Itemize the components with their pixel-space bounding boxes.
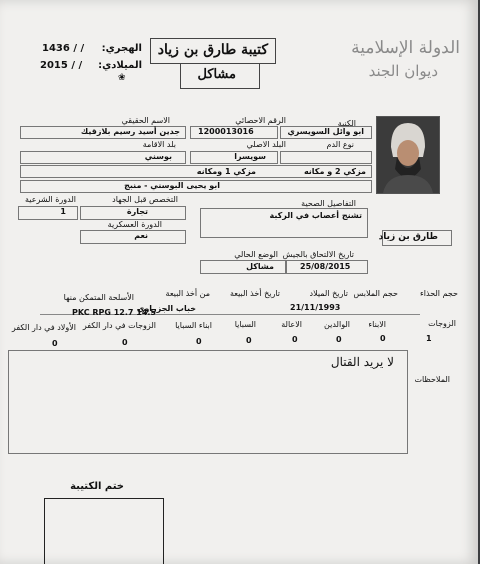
address-2-value: مزكي 2 و مكانه [303, 167, 366, 176]
captives-children-value: 0 [196, 337, 202, 346]
military-course-value: نعم [134, 231, 148, 240]
children-abroad-value: 0 [52, 339, 58, 348]
children-label: الابناء [368, 320, 386, 329]
notes-text: لا يريد القتال [330, 355, 394, 369]
real-name-label: الاسم الحقيقي [121, 116, 170, 125]
parents-value: 0 [336, 335, 342, 344]
wives-abroad-value: 0 [122, 338, 128, 347]
health-label: التفاصيل الصحية [301, 199, 356, 208]
real-name-value: جدين أسيد رسيم بلازقيك [80, 127, 180, 136]
weapons-label: الأسلحة المتمكن منها [63, 293, 134, 302]
children-value: 0 [380, 334, 386, 343]
sharia-course-box [18, 206, 78, 220]
pre-jihad-value: تجارة [126, 207, 148, 216]
side-name-value: طارق بن زياد [378, 232, 438, 242]
captives-label: السبايا [234, 320, 256, 329]
battalion-title: كتيبة طارق بن زياد [157, 42, 268, 58]
stamp-box [44, 498, 164, 564]
origin-country-label: البلد الاصلي [246, 140, 286, 149]
stat-number-value: 1200013016 [198, 127, 254, 136]
current-status-value: مشاكل [246, 262, 274, 271]
gregorian-label: الميلادي: [98, 60, 142, 71]
gregorian-year: 2015 / / [40, 60, 83, 71]
dependents-label: الاعالة [281, 320, 302, 329]
hijri-label: الهجري: [101, 43, 142, 54]
stamp-label: ختم الكتيبة [70, 481, 124, 492]
join-date-label: تاريخ الالتحاق بالجيش [282, 250, 354, 259]
kunya-value: ابو وائل السويسري [287, 127, 364, 136]
clothing-size-label: حجم الملابس [353, 289, 398, 298]
blood-type-label: نوع الدم [326, 140, 354, 149]
bay-date-label: تاريخ أخذ البيعة [229, 289, 280, 298]
shoe-size-label: حجم الحذاء [420, 289, 458, 298]
office-name: ديوان الجند [368, 62, 438, 80]
stat-number-label: الرقم الاحصائي [235, 116, 286, 125]
birth-date-value: 21/11/1993 [290, 303, 341, 312]
organization-name: الدولة الإسلامية [351, 38, 460, 58]
member-photo [376, 116, 440, 194]
small-mark-icon: ❀ [118, 73, 126, 83]
health-value: تشنج أعصاب في الركبة [269, 211, 362, 220]
dependents-value: 0 [292, 335, 298, 344]
blood-type-box [280, 151, 372, 164]
pre-jihad-label: التخصص قبل الجهاد [112, 195, 178, 204]
captives-value: 0 [246, 336, 252, 345]
parents-label: الوالدين [324, 320, 350, 329]
recommender-value: ابو يحيى البوسني - منبج [124, 181, 220, 190]
hijri-year: 1436 / / [42, 43, 85, 54]
notes-label: الملاحظات [414, 375, 450, 384]
weapons-value: PKC RPG 12.7 14.5 [72, 308, 156, 317]
origin-country-value: سويسرا [234, 152, 266, 161]
children-abroad-label: الأولاد في دار الكفر [11, 323, 76, 332]
birth-date-label: تاريخ الميلاد [309, 289, 348, 298]
bay-by-label: من أخذ البيعة [165, 289, 210, 298]
residence-value: بوسني [144, 152, 172, 161]
sharia-course-value: 1 [60, 207, 66, 216]
wives-abroad-label: الزوجات في دار الكفر [82, 321, 156, 330]
address-1-value: مزكي 1 ومكانه [196, 167, 256, 176]
bay-by-value: خباب الجزراوي [137, 304, 196, 313]
residence-label: بلد الاقامة [142, 140, 176, 149]
join-date-value: 25/08/2015 [300, 262, 351, 271]
person-photo-icon [377, 117, 439, 193]
military-course-label: الدورة العسكرية [107, 220, 162, 229]
military-course-box [80, 230, 186, 244]
current-status-label: الوضع الحالي [234, 250, 278, 259]
wives-value: 1 [426, 334, 432, 343]
sharia-course-label: الدورة الشرعية [24, 195, 76, 204]
kunya-label: الكنية [337, 119, 356, 128]
wives-label: الزوجات [428, 319, 456, 328]
status-stamp: مشاكل [197, 67, 236, 82]
captives-children-label: ابناء السبايا [175, 321, 212, 330]
